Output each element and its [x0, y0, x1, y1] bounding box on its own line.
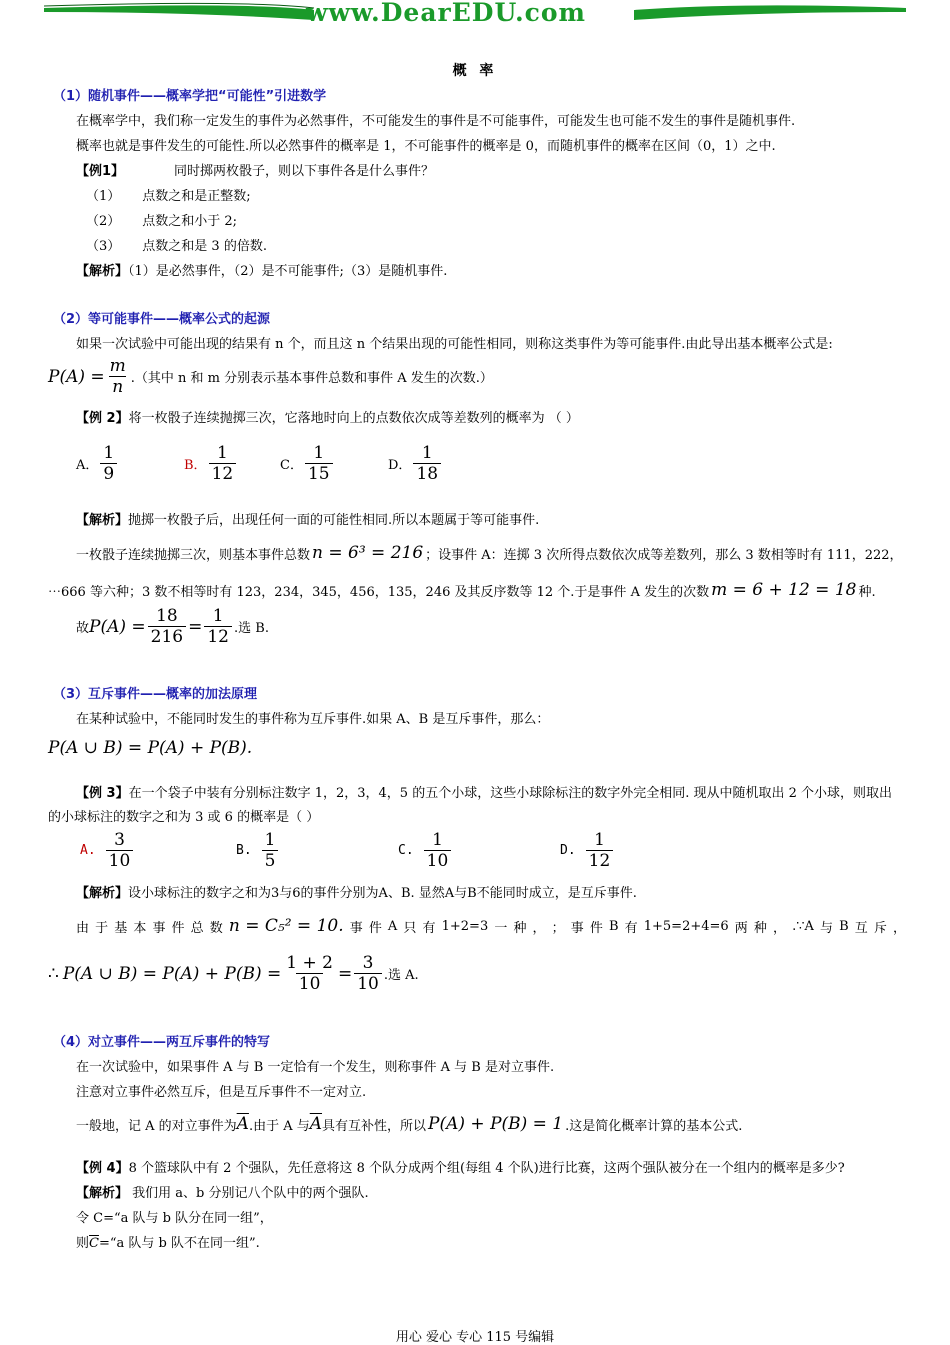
s2-example: [76, 407, 579, 426]
option-c[interactable]: [280, 443, 335, 484]
option-label: B.: [236, 843, 252, 858]
fraction-denominator: 5: [262, 850, 279, 871]
text: ；设事件 A：连掷 3 次所得点数依次成等差数列，那么 3 数相等时有 111，222，: [425, 547, 903, 563]
s3-conclusion: [48, 953, 419, 994]
word: 1+2=3: [441, 918, 489, 934]
s1-paragraph-1: 在概率学中，我们称一定发生的事件为必然事件，不可能发生的事件是不可能事件，可能发生也可能不发生的事件是随机事件.: [76, 114, 796, 129]
word: ，: [532, 920, 546, 936]
word: B: [608, 918, 619, 934]
word: ；: [551, 920, 565, 936]
text: ⋯666 等六种；3 数不相等时有 123，234，345，456，135，246 及其反序数等 12 个.于是事件 A 发生的次数: [48, 584, 710, 600]
s2-formula: [48, 356, 493, 397]
section-2-heading: （2）等可能事件——概率公式的起源: [53, 312, 271, 327]
fraction-numerator: 1: [421, 443, 433, 463]
word: 件: [171, 920, 185, 936]
fraction-denominator: 10: [106, 850, 134, 871]
page-footer: 用心 爱心 专心 115 号编辑: [395, 1330, 555, 1345]
word: 事: [152, 920, 166, 936]
s1-item-3: [86, 235, 267, 254]
s3-answer: [76, 882, 637, 901]
formula-lhs: P(A) =: [48, 366, 105, 387]
s1-example: [76, 160, 434, 179]
s2-paragraph-1: 如果一次试验中可能出现的结果有 n 个，而且这 n 个结果出现的可能性相同，则称这类事件为等可能事件.由此导出基本概率公式是:: [76, 337, 833, 352]
fraction-denominator: 15: [305, 463, 333, 484]
option-d[interactable]: [560, 830, 615, 871]
item-text: 点数之和小于 2;: [142, 214, 238, 229]
fraction-denominator: 216: [148, 626, 186, 647]
s2-paragraph-2: [76, 543, 903, 563]
word: 有: [422, 920, 436, 936]
option-label: C.: [398, 843, 414, 858]
answer-label: 【解析】: [76, 886, 129, 901]
example-text: 将一枚骰子连续抛掷三次，它落地时向上的点数依次成等差数列的概率为 （ ）: [128, 411, 579, 426]
s4-paragraph-2: 注意对立事件必然互斥，但是互斥事件不一定对立.: [76, 1085, 367, 1100]
fraction-denominator: 18: [413, 463, 441, 484]
s3-example-line-1: [76, 782, 892, 801]
complement-a: $\overline{A}$: [236, 1114, 249, 1134]
inline-math: P(A) + P(B) = 1: [428, 1114, 564, 1134]
text: .这是简化概率计算的基本公式.: [565, 1118, 743, 1134]
option-label: C．: [280, 458, 303, 473]
s3-example-line-2: 的小球标注的数字之和为 3 或 6 的概率是（ ）: [48, 810, 320, 825]
text: 则: [76, 1236, 90, 1251]
word: 事: [570, 920, 584, 936]
s2-answer: [76, 509, 539, 528]
answer-text: 设小球标注的数字之和为3与6的事件分别为A、B. 显然A与B不能同时成立，是互斥事件.: [128, 886, 637, 901]
s2-options: [76, 443, 476, 491]
option-a[interactable]: [76, 443, 119, 484]
fraction-denominator: 10: [424, 850, 452, 871]
s3-paragraph-1: 在某种试验中，不能同时发生的事件称为互斥事件.如果 A、B 是互斥事件，那么：: [76, 712, 550, 727]
option-a[interactable]: [80, 830, 135, 871]
word: 1+5=2+4=6: [643, 918, 729, 934]
s2-conclusion: [76, 606, 269, 647]
option-label: B．: [184, 458, 207, 473]
word: 种: [513, 920, 527, 936]
s4-answer: [76, 1182, 369, 1201]
s1-item-1: [86, 185, 251, 204]
s3-formula: P(A ∪ B) = P(A) + P(B).: [48, 738, 253, 758]
inline-math: n = C₅² = 10.: [228, 916, 344, 936]
fraction-denominator: 12: [204, 626, 232, 647]
word: 有: [624, 920, 638, 936]
option-label: A．: [76, 458, 99, 473]
fraction-numerator: 1: [103, 443, 115, 463]
text: 故: [76, 621, 90, 636]
page-title: 概 率: [452, 63, 498, 79]
item-text: 点数之和是正整数;: [142, 189, 251, 204]
formula-note: .（其中 n 和 m 分别表示基本事件总数和事件 A 发生的次数.）: [130, 371, 493, 386]
s4-line-1: 令 C=“a 队与 b 队分在同一组”，: [76, 1211, 273, 1226]
word: ，: [892, 920, 906, 936]
option-b[interactable]: [184, 443, 238, 484]
word: 只: [403, 920, 417, 936]
s4-line-2: [76, 1232, 260, 1251]
answer-label: 【解析】: [76, 1186, 129, 1201]
item-text: 点数之和是 3 的倍数.: [142, 239, 267, 254]
text: 种.: [858, 584, 876, 600]
complement-a: $\overline{A}$: [309, 1114, 323, 1134]
therefore-icon: ∴: [48, 963, 59, 984]
text: =“a 队与 b 队不在同一组”.: [98, 1236, 260, 1251]
item-number: （2）: [86, 214, 121, 229]
s1-answer: [76, 260, 447, 279]
example-text: 同时掷两枚骰子，则以下事件各是什么事件？: [174, 164, 435, 179]
fraction-numerator: 1 + 2: [286, 953, 333, 973]
equals-sign: =: [337, 963, 353, 984]
fraction-numerator: 3: [114, 830, 125, 850]
answer-label: 【解析】: [76, 264, 129, 279]
fraction-numerator: 18: [156, 606, 178, 626]
example-text: 8 个篮球队中有 2 个强队，先任意将这 8 个队分成两个组(每组 4 个队)进行比赛，这两个强队被分在一个组内的概率是多少?: [128, 1161, 845, 1176]
inline-math: P(A) =: [89, 616, 146, 637]
word: 数: [209, 920, 223, 936]
word: .∵A: [792, 918, 814, 934]
text: 具有互补性，所以: [322, 1118, 427, 1134]
word: B: [839, 918, 849, 934]
option-label: D．: [388, 458, 412, 473]
word: 件: [368, 920, 382, 936]
word: 总: [190, 920, 204, 936]
fraction-numerator: 1: [594, 830, 605, 850]
s4-example: [76, 1157, 845, 1176]
s1-item-2: [86, 210, 237, 229]
s4-paragraph-3: [76, 1114, 742, 1134]
word: ，: [773, 920, 787, 936]
fraction-denominator: n: [109, 376, 126, 397]
example-label: 【例 4】: [76, 1161, 129, 1176]
section-4-heading: （4）对立事件——两互斥事件的特写: [53, 1035, 271, 1050]
fraction-denominator: 12: [209, 463, 237, 484]
answer-text: 抛掷一枚骰子后，出现任何一面的可能性相同.所以本题属于等可能事件.: [128, 513, 540, 528]
word: 与: [820, 920, 834, 936]
fraction-numerator: 1: [313, 443, 325, 463]
s4-paragraph-1: 在一次试验中，如果事件 A 与 B 一定恰有一个发生，则称事件 A 与 B 是对立事件.: [76, 1060, 555, 1075]
example-label: 【例 3】: [76, 786, 129, 801]
section-1-heading: （1）随机事件——概率学把“可能性”引进数学: [53, 89, 327, 104]
word: 基: [114, 920, 128, 936]
site-logo[interactable]: www.DearEDU.com: [306, 0, 587, 27]
answer-text: （1）是必然事件，（2）是不可能事件;（3）是随机事件.: [128, 264, 448, 279]
example-label: 【例 2】: [76, 411, 129, 426]
s1-paragraph-2: 概率也就是事件发生的可能性.所以必然事件的概率是 1，不可能事件的概率是 0，而随机事件的概率在区间（0，1）之中.: [76, 139, 776, 154]
s2-paragraph-3: [48, 580, 876, 600]
text: 一枚骰子连续抛掷三次，则基本事件总数: [76, 547, 311, 563]
fraction-denominator: 10: [354, 973, 382, 994]
option-d[interactable]: [388, 443, 443, 484]
fraction-denominator: 9: [100, 463, 117, 484]
word: 一: [494, 920, 508, 936]
word: 由: [76, 920, 90, 936]
word: 本: [133, 920, 147, 936]
option-label: A.: [80, 843, 96, 858]
equals-sign: =: [188, 616, 203, 637]
fraction-numerator: 1: [432, 830, 443, 850]
option-label: D.: [560, 843, 576, 858]
word: 于: [95, 920, 109, 936]
option-c[interactable]: [398, 830, 453, 871]
word: 种: [753, 920, 767, 936]
word: 件: [589, 920, 603, 936]
word: 斥: [873, 920, 887, 936]
option-b[interactable]: [236, 830, 280, 871]
item-number: （3）: [86, 239, 121, 254]
text: .由于 A 与: [248, 1118, 310, 1134]
s3-options: [80, 830, 640, 878]
section-3-heading: （3）互斥事件——概率的加法原理: [53, 687, 258, 702]
example-text: 在一个袋子中装有分别标注数字 1，2，3，4，5 的五个小球，这些小球除标注的数字外完全相同. 现从中随机取出 2 个小球，则取出: [128, 786, 892, 801]
fraction-numerator: 3: [362, 953, 374, 973]
fraction-denominator: 12: [586, 850, 614, 871]
word: 事: [349, 920, 363, 936]
inline-math: P(A ∪ B) = P(A) + P(B) =: [62, 963, 282, 984]
fraction-numerator: 1: [216, 443, 228, 463]
site-banner: [44, 0, 906, 28]
text: .选 B.: [234, 621, 269, 636]
s3-paragraph-2: [76, 916, 906, 936]
formula-fraction: [107, 356, 129, 397]
example-label: 【例1】: [76, 164, 125, 179]
text: .选 A.: [383, 968, 419, 983]
text: 一般地，记 A 的对立事件为: [76, 1118, 237, 1134]
word: 互: [854, 920, 868, 936]
answer-label: 【解析】: [76, 513, 129, 528]
fraction-numerator: 1: [264, 830, 276, 850]
answer-text: 我们用 a、b 分别记八个队中的两个强队.: [128, 1186, 369, 1201]
fraction-numerator: m: [109, 356, 126, 376]
fraction-numerator: 1: [212, 606, 224, 626]
complement-c: $\overline{C}$: [89, 1236, 99, 1251]
inline-math: n = 6³ = 216: [312, 543, 424, 563]
item-number: （1）: [86, 189, 121, 204]
fraction-denominator: 10: [296, 973, 324, 994]
word: A: [387, 918, 398, 934]
inline-math: m = 6 + 12 = 18: [711, 580, 857, 600]
word: 两: [734, 920, 748, 936]
